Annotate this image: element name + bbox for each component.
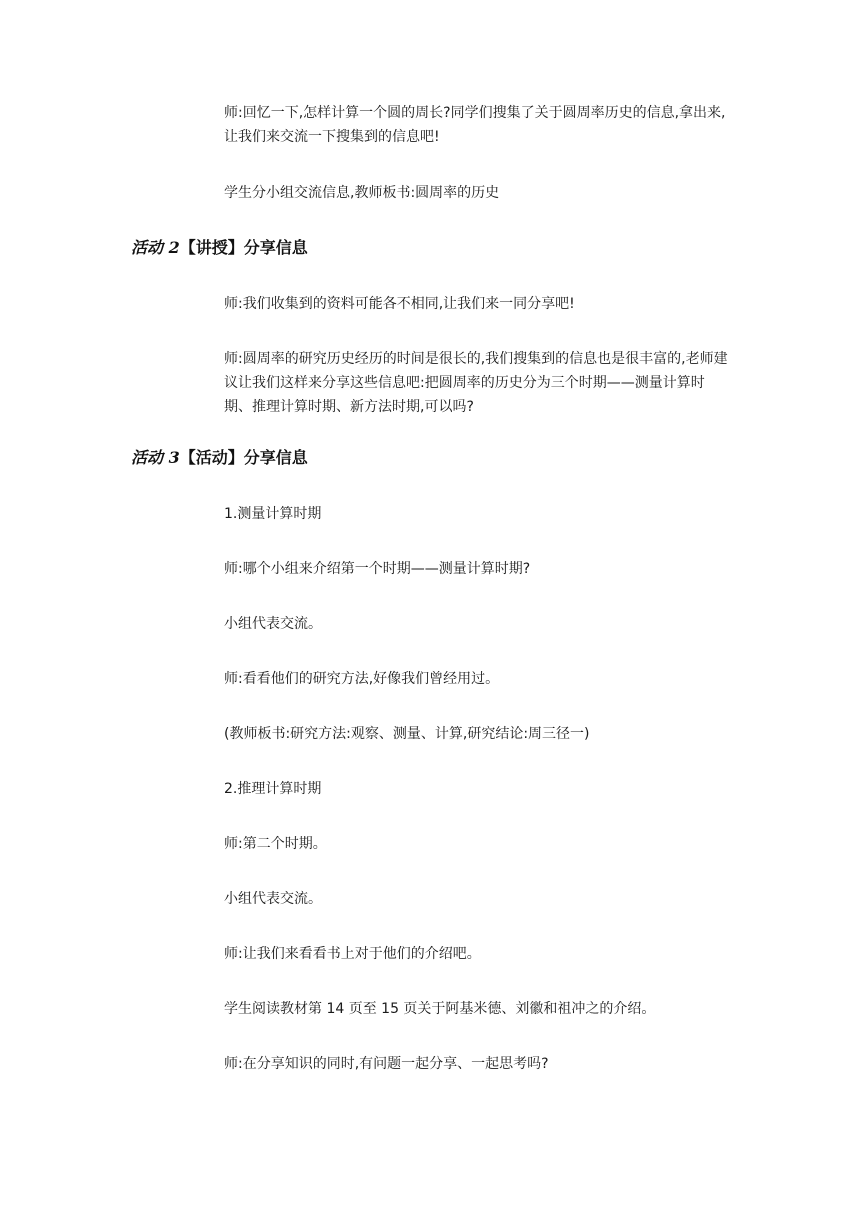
paragraph-three-periods: 师:圆周率的研究历史经历的时间是很长的,我们搜集到的信息也是很丰富的,老师建议让我们这样来分享这些信息吧:把圆周率的历史分为三个时期——测量计算时期、推理计算时期、新方法时期,可以吗? <box>224 351 728 415</box>
paragraph-textbook-reading: 学生阅读教材第 14 页至 15 页关于阿基米德、刘徽和祖冲之的介绍。 <box>224 1001 656 1017</box>
paragraph-period-2-title: 2.推理计算时期 <box>224 781 322 797</box>
paragraph-share-together: 师:我们收集到的资料可能各不相同,让我们来一同分享吧! <box>224 296 575 312</box>
paragraph-research-method: 师:看看他们的研究方法,好像我们曾经用过。 <box>224 671 500 687</box>
paragraph-board-note: (教师板书:研究方法:观察、测量、计算,研究结论:周三径一) <box>224 726 590 742</box>
paragraph-recall-question: 师:回忆一下,怎样计算一个圆的周长?同学们搜集了关于圆周率历史的信息,拿出来,让我们来交流一下搜集到的信息吧! <box>224 105 726 145</box>
activity-2-title: 【讲授】分享信息 <box>179 238 308 257</box>
paragraph-group-exchange: 学生分小组交流信息,教师板书:圆周率的历史 <box>224 185 500 201</box>
paragraph-period-1-question: 师:哪个小组来介绍第一个时期——测量计算时期? <box>224 561 531 577</box>
paragraph-share-questions: 师:在分享知识的同时,有问题一起分享、一起思考吗? <box>224 1056 549 1072</box>
activity-3-heading <box>131 447 308 469</box>
paragraph-second-period: 师:第二个时期。 <box>224 836 327 852</box>
paragraph-group-rep-1: 小组代表交流。 <box>224 616 322 632</box>
paragraph-group-rep-2: 小组代表交流。 <box>224 891 322 907</box>
paragraph-period-1-title: 1.测量计算时期 <box>224 506 322 522</box>
activity-3-number: 活动 3 <box>131 448 180 467</box>
paragraph-read-book: 师:让我们来看看书上对于他们的介绍吧。 <box>224 946 481 962</box>
activity-3-title: 【活动】分享信息 <box>179 448 308 467</box>
activity-2-heading <box>131 237 308 259</box>
activity-2-number: 活动 2 <box>131 238 180 257</box>
